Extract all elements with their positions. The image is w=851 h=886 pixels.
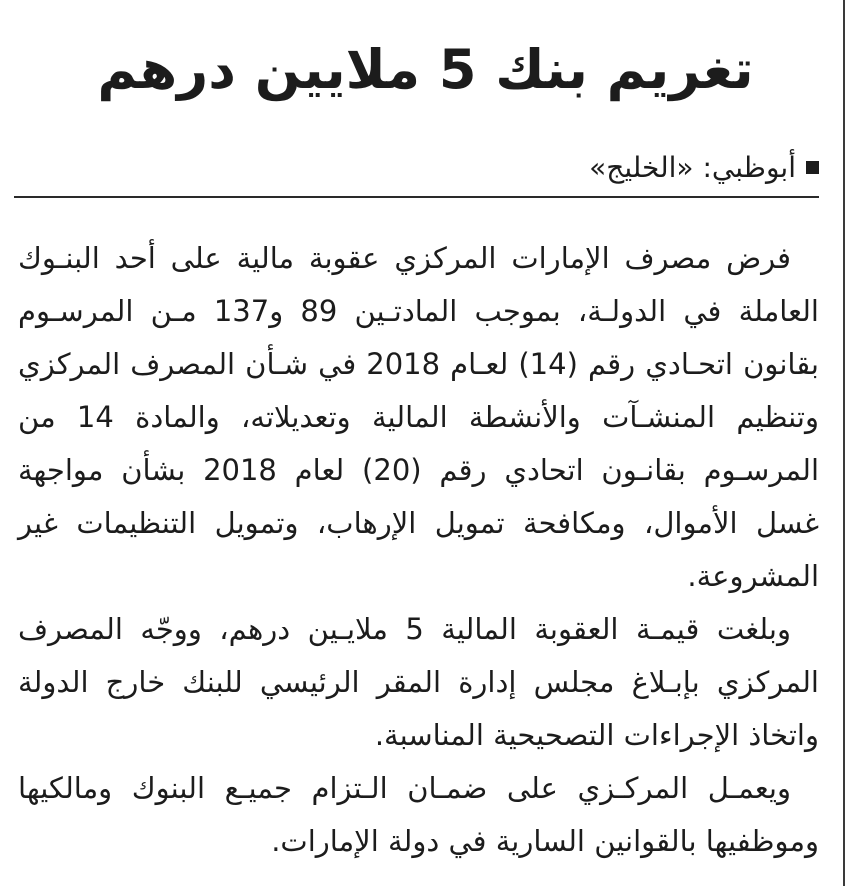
paragraph-2: وبلغت قيمـة العقوبة المالية 5 ملايـين درهم، ووجّه المصرف المركزي بإبـلاغ مجلس إدارة المقر الرئيسي للبنك خارج الدولة واتخاذ الإجراءات التصحيحية المناسبة. <box>18 612 819 752</box>
byline-text: أبوظبي: «الخليج» <box>589 151 796 184</box>
square-bullet-icon <box>806 161 819 174</box>
paragraph-1: فرض مصرف الإمارات المركزي عقوبة مالية على أحد البنـوك العاملة في الدولـة، بموجب المادتـين 89 و137 مـن المرسـوم بقانون اتحـادي رقم (14) لعـام 2018 في شـأن المصرف المركزي وتنظيم المنشـآت والأنشطة المالية وتعديلاته، والمادة 14 من المرسـوم بقانـون اتحادي رقم (20) لعام 2018 بشأن مواجهة غسل الأموال، ومكافحة تمويل الإرهاب، وتمويل التنظيمات غير المشروعة. <box>18 241 819 593</box>
headline: تغريم بنك 5 ملايين درهم <box>97 38 754 101</box>
byline <box>30 146 819 190</box>
paragraph-3: ويعمـل المركـزي على ضمـان الـتزام جميـع البنوك ومالكيها وموظفيها بالقوانين السارية في دولة الإمارات. <box>18 771 819 858</box>
article-body <box>18 232 819 868</box>
byline-divider <box>14 196 819 198</box>
column-edge-rule <box>843 0 845 886</box>
